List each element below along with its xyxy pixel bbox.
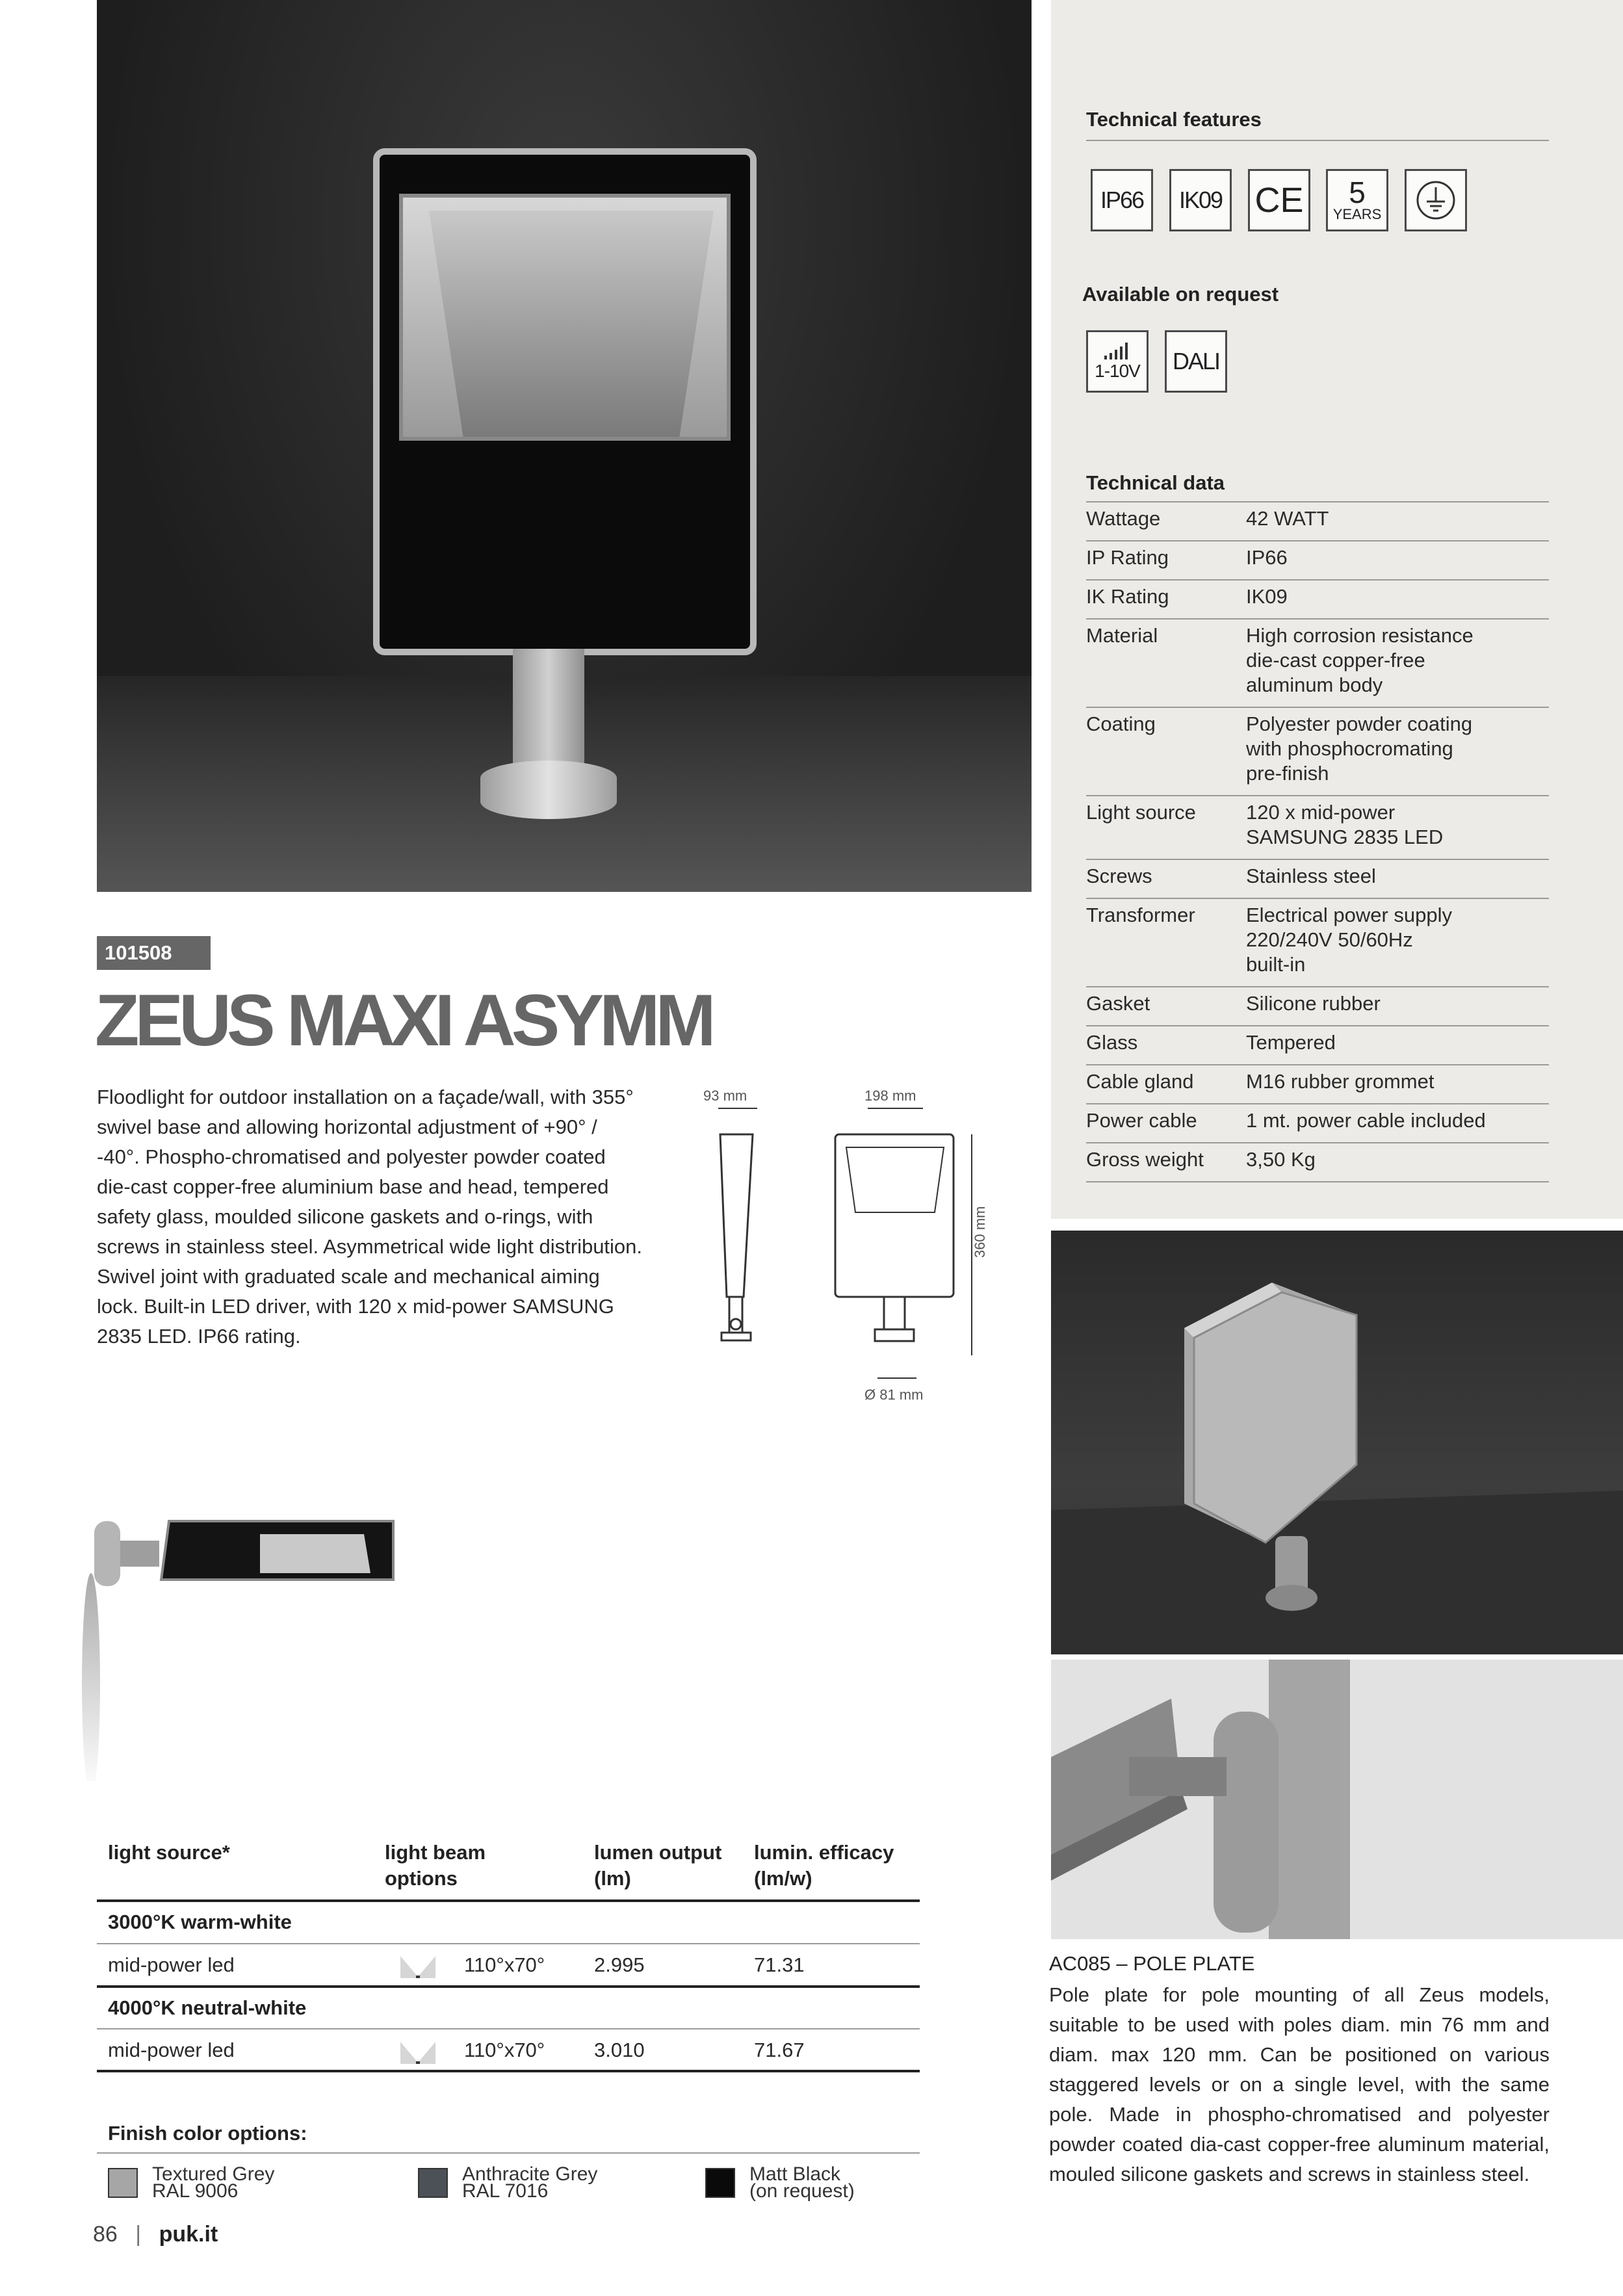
- width-label: 198 mm: [864, 1088, 916, 1104]
- spec-row-screws: Screws Stainless steel: [1086, 860, 1549, 899]
- spec-row-cable-gland: Cable gland M16 rubber grommet: [1086, 1065, 1549, 1104]
- beam-icon: [399, 2039, 437, 2065]
- row-4000k-efficacy: 71.67: [754, 2039, 805, 2061]
- product-description: Floodlight for outdoor installation on a façade/wall, with 355° swivel base and allowing horizontal adjustment of +90° / -40°. Phospho-chromatised and polyester powder coated die-cast copper-free aluminium base and head, tempered safety glass, moulded silicone gaskets and o-rings, with screws in stainless steel. Asymmetrical wide light distribution. Swivel joint with graduated scale and mechanical aiming lock. Built-in LED driver, with 120 x mid-power SAMSUNG 2835 LED. IP66 rating.: [97, 1086, 643, 1348]
- signal-bars-icon: [1103, 341, 1132, 361]
- swatch-anthracite-grey: [418, 2168, 448, 2198]
- dimension-drawing: [676, 1082, 988, 1420]
- spec-row-material: Material High corrosion resistance die-cast copper-free aluminum body: [1086, 620, 1549, 708]
- site-link[interactable]: puk.it: [159, 2222, 218, 2247]
- ik09-badge: IK09: [1169, 169, 1232, 231]
- beam-icon: [399, 1953, 437, 1979]
- spec-row-glass: Glass Tempered: [1086, 1026, 1549, 1065]
- height-label: 360 mm: [972, 1206, 988, 1258]
- technical-data-title: Technical data: [1086, 471, 1225, 494]
- ip66-badge: IP66: [1091, 169, 1153, 231]
- pole-plate-photo: [1051, 1660, 1623, 1939]
- dimmer-1-10v-badge: 1-10V: [1086, 330, 1149, 393]
- side-view-photo: [65, 1508, 403, 1781]
- col-header-efficacy: lumin. efficacy (lm/w): [754, 1841, 894, 1890]
- product-photo: [97, 0, 1032, 892]
- finish-matt-black: Matt Black (on request): [749, 2163, 855, 2202]
- dali-badge: DALI: [1165, 330, 1227, 393]
- row-4000k-source: mid-power led: [108, 2039, 235, 2061]
- installed-photo: [1051, 1231, 1623, 1654]
- base-diameter-label: Ø 81 mm: [864, 1387, 924, 1403]
- row-3000k-source: mid-power led: [108, 1953, 235, 1976]
- row-3000k-efficacy: 71.31: [754, 1953, 805, 1976]
- footer-separator: |: [135, 2222, 142, 2247]
- warranty-badge: 5 YEARS: [1326, 169, 1388, 231]
- finish-anthracite-grey: Anthracite Grey RAL 7016: [462, 2163, 598, 2202]
- group-4000k: 4000°K neutral-white: [108, 1996, 307, 2019]
- spec-row-ik: IK Rating IK09: [1086, 581, 1549, 620]
- row-4000k-beam: 110°x70°: [464, 2039, 545, 2061]
- product-code: 101508: [97, 936, 211, 970]
- spec-row-coating: Coating Polyester powder coating with phosphocromating pre-finish: [1086, 708, 1549, 796]
- page-footer: [93, 2222, 218, 2247]
- available-title: Available on request: [1082, 283, 1279, 306]
- spec-row-gasket: Gasket Silicone rubber: [1086, 987, 1549, 1026]
- group-3000k: 3000°K warm-white: [108, 1911, 292, 1933]
- spec-row-power-cable: Power cable 1 mt. power cable included: [1086, 1104, 1549, 1143]
- ground-icon: [1405, 169, 1467, 231]
- col-header-beam: light beam options: [385, 1841, 486, 1890]
- accessory-description: Pole plate for pole mounting of all Zeus models, suitable to be used with poles diam. min 76 mm and diam. max 120 mm. Can be positioned on various staggered levels or on a single level, with the same pole. Made in phospho-chromatised and polyester powder coated dia-cast copper-free aluminum material, mouled silicone gaskets and screws in stainless steel.: [1049, 1983, 1550, 2185]
- technical-features-title: Technical features: [1086, 108, 1262, 131]
- col-header-lumen: lumen output (lm): [594, 1841, 722, 1890]
- spec-row-wattage: Wattage 42 WATT: [1086, 502, 1549, 541]
- page-number: 86: [93, 2222, 118, 2247]
- product-name: ZEUS MAXI ASYMM: [95, 980, 712, 1061]
- row-3000k-beam: 110°x70°: [464, 1953, 545, 1976]
- swatch-matt-black: [705, 2168, 735, 2198]
- depth-label: 93 mm: [703, 1088, 747, 1104]
- spec-row-transformer: Transformer Electrical power supply 220/240V 50/60Hz built-in: [1086, 899, 1549, 987]
- spec-row-ip: IP Rating IP66: [1086, 541, 1549, 581]
- finish-title: Finish color options:: [108, 2122, 307, 2145]
- col-header-source: light source*: [108, 1841, 230, 1864]
- row-4000k-lumen: 3.010: [594, 2039, 645, 2061]
- swatch-textured-grey: [108, 2168, 138, 2198]
- ce-badge: CE: [1248, 169, 1310, 231]
- accessory-title: AC085 – POLE PLATE: [1049, 1952, 1255, 1975]
- finish-textured-grey: Textured Grey RAL 9006: [152, 2163, 275, 2202]
- spec-row-gross-weight: Gross weight 3,50 Kg: [1086, 1143, 1549, 1182]
- spec-row-light-source: Light source 120 x mid-power SAMSUNG 2835 LED: [1086, 796, 1549, 860]
- row-3000k-lumen: 2.995: [594, 1953, 645, 1976]
